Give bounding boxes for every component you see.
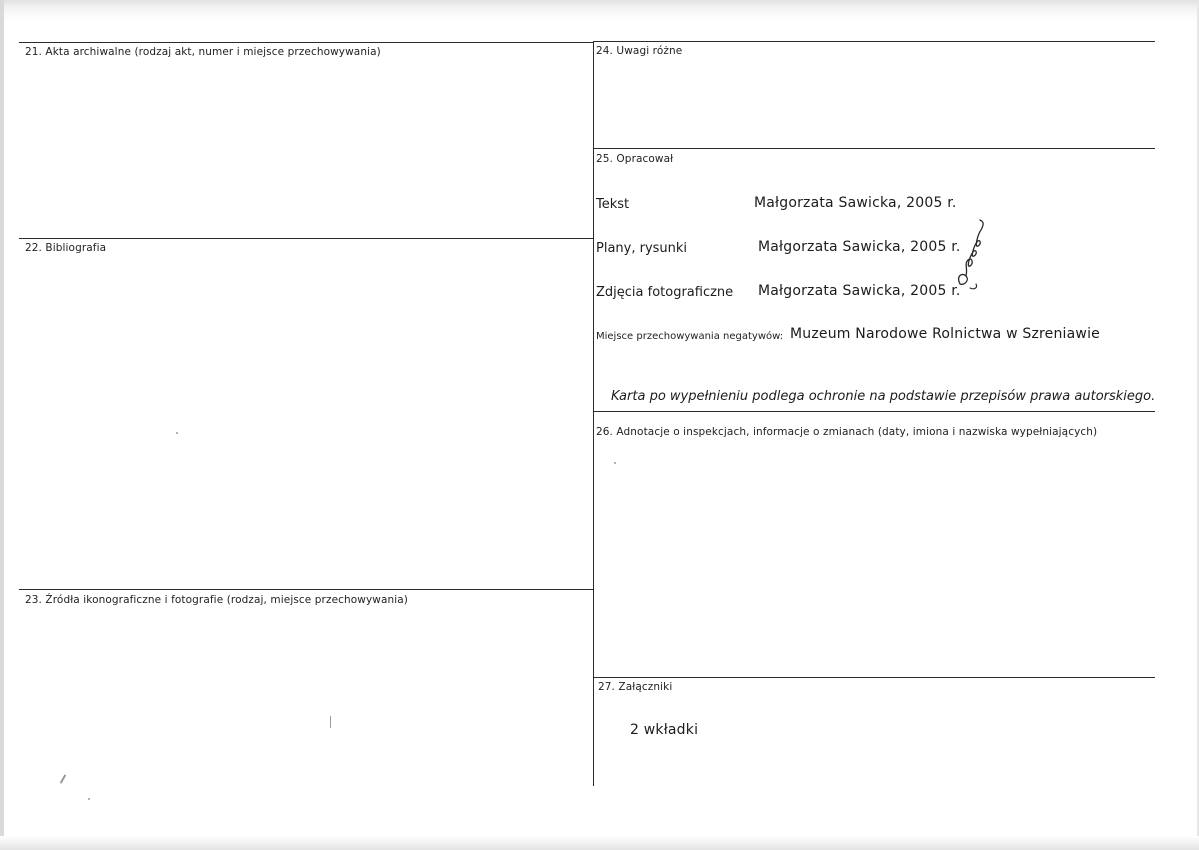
rule-25-top: [593, 148, 1155, 149]
scan-edge-bottom: [0, 836, 1199, 850]
copyright-notice: Karta po wypełnieniu podlega ochronie na podstawie przepisów prawa autorskiego.: [611, 389, 1156, 404]
column-divider: [593, 41, 594, 786]
field-21-label: 21. Akta archiwalne (rodzaj akt, numer i miejsce przechowywania): [25, 46, 381, 58]
field-24-label: 24. Uwagi różne: [596, 45, 683, 57]
field-27-label: 27. Załączniki: [598, 681, 673, 693]
rule-23-top: [19, 589, 593, 590]
author-role-plans: Plany, rysunki: [596, 241, 688, 256]
negatives-label: Miejsce przechowywania negatywów:: [596, 331, 784, 342]
signature: [940, 206, 990, 296]
rule-22-top: [19, 238, 593, 239]
scan-edge-top: [0, 0, 1199, 22]
scan-speck: [330, 716, 331, 728]
author-value-plans: Małgorzata Sawicka, 2005 r.: [758, 239, 961, 255]
attachments-value: 2 wkładki: [630, 722, 699, 738]
rule-26-top: [593, 411, 1155, 412]
scan-speck: [614, 462, 616, 464]
rule-top-left: [19, 42, 593, 43]
negatives-value: Muzeum Narodowe Rolnictwa w Szreniawie: [790, 326, 1100, 342]
field-22-label: 22. Bibliografia: [25, 242, 107, 254]
field-25-label: 25. Opracował: [596, 153, 674, 165]
scan-speck: [88, 798, 90, 800]
rule-top-right: [593, 41, 1155, 42]
scan-speck: [60, 774, 67, 784]
author-role-photos: Zdjęcia fotograficzne: [596, 285, 734, 300]
author-role-text: Tekst: [596, 197, 630, 212]
author-value-text: Małgorzata Sawicka, 2005 r.: [754, 195, 957, 211]
author-value-photos: Małgorzata Sawicka, 2005 r.: [758, 283, 961, 299]
rule-27-top: [593, 677, 1155, 678]
field-26-label: 26. Adnotacje o inspekcjach, informacje o zmianach (daty, imiona i nazwiska wypełniających): [596, 426, 1098, 438]
field-23-label: 23. Źródła ikonograficzne i fotografie (rodzaj, miejsce przechowywania): [25, 594, 409, 606]
scan-edge-left: [0, 0, 4, 850]
scan-speck: [176, 432, 178, 434]
